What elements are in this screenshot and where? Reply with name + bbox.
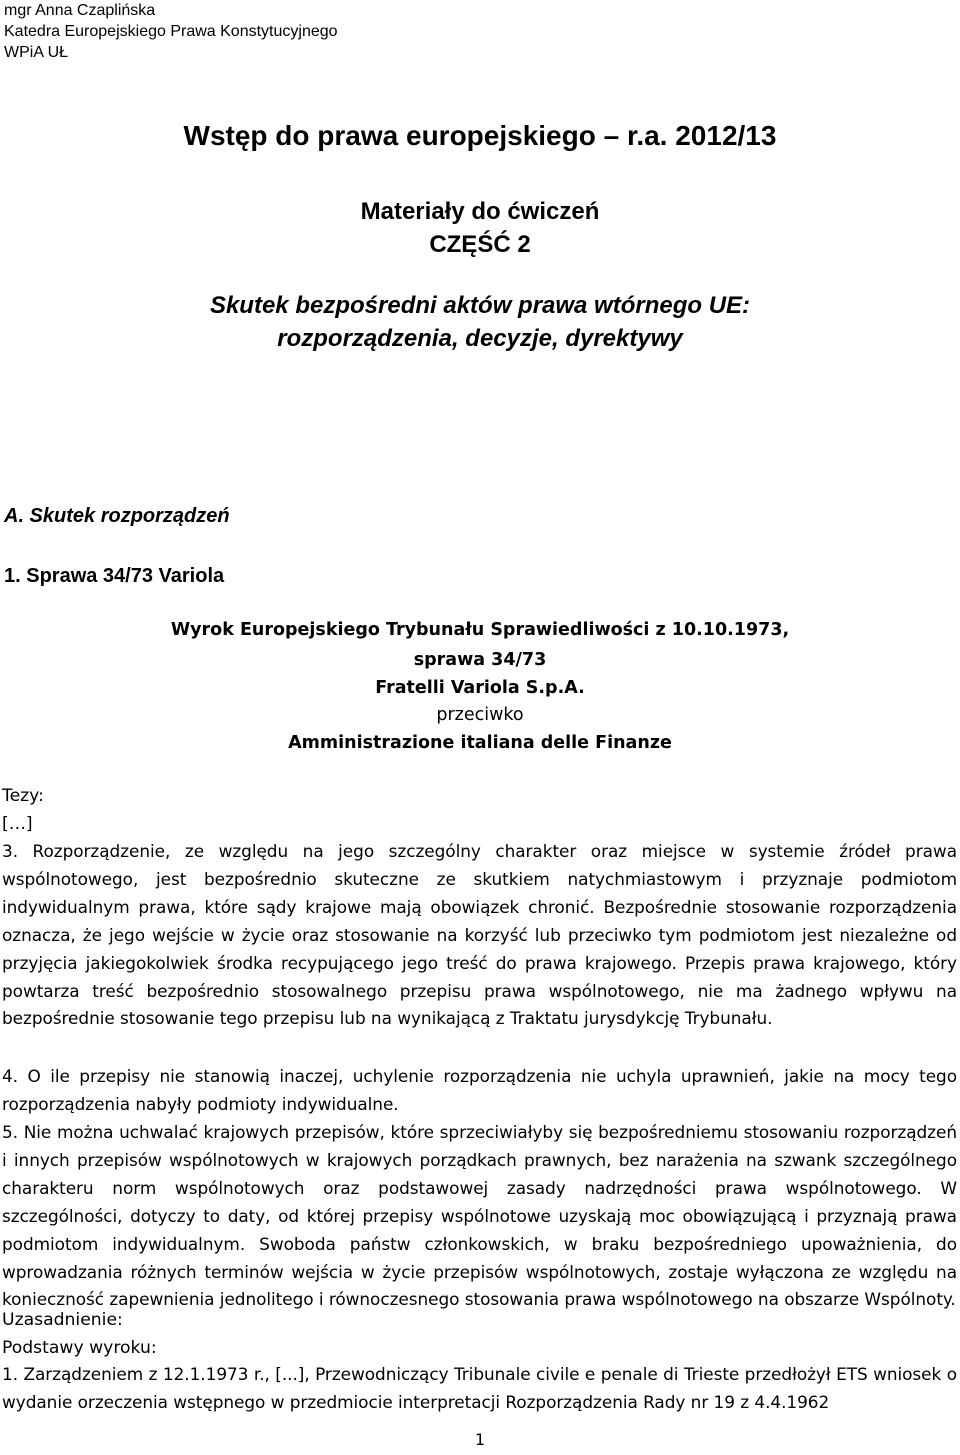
judgment-party-1: Fratelli Variola S.p.A. [375,678,585,698]
topic-line-2: rozporządzenia, decyzje, dyrektywy [277,325,683,352]
topic-line-1: Skutek bezpośredni aktów prawa wtórnego UE: [209,292,751,319]
thesis-paragraph-5: 5. Nie można uchwalać krajowych przepisów, które sprzeciwiałyby się bezpośredniemu stosowaniu rozporządzeń i innych przepisów wspólnotowych w krajowych porządkach prawnych, bez narażenia na szwank szczególnego charakteru norm wspólnotowych oraz podstawowej zasady nadrzędności prawa wspólnotowego. W szczególności, dotyczy to daty, od której przepisy wspólnotowe uzyskają moc obowiązującą i przyznają prawa podmiotom indywidualnym. Swoboda państw członkowskich, w braku bezpośredniego upoważnienia, do wprowadzania różnych terminów wejścia w życie przepisów wspólnotowych, zostaje wyłączona ze względu na konieczność zapewnienia jednolitego i równoczesnego stosowania prawa wspólnotowego na obszarze Wspólnoty. [2,1122,957,1310]
document-header [4,0,338,63]
judgment-versus: przeciwko [436,705,524,725]
subtitle-part: CZĘŚĆ 2 [429,231,531,258]
document-title: Wstęp do prawa europejskiego – r.a. 2012/13 [183,120,777,151]
reasoning-label: Uzasadnienie: [2,1310,123,1330]
grounds-label: Podstawy wyroku: [2,1338,157,1358]
author-name: mgr Anna Czaplińska [4,2,156,19]
judgment-case-number: sprawa 34/73 [413,650,547,670]
department-name: Katedra Europejskiego Prawa Konstytucyjnego [4,23,338,40]
judgment-party-2: Amministrazione italiana delle Finanze [288,733,672,753]
judgment-court-line: Wyrok Europejskiego Trybunału Sprawiedliwości z 10.10.1973, [170,620,790,640]
theses-omitted: […] [2,814,33,834]
thesis-paragraph-3: 3. Rozporządzenie, ze względu na jego szczególny charakter oraz miejsce w systemie źródeł prawa wspólnotowego, jest bezpośrednio skuteczne ze skutkiem natychmiastowym i przyznaje podmiotom indywidualnym prawa, które sądy krajowe mają obowiązek chronić. Bezpośrednie stosowanie rozporządzenia oznacza, że jego wejście w życie oraz stosowanie na korzyść lub przeciwko tym podmiotom jest niezależne od przyjęcia jakiegokolwiek środka recypującego jego treść do prawa krajowego. Przepis prawa krajowego, który powtarza treść bezpośrednio stosowalnego przepisu prawa wspólnotowego, nie ma żadnego wpływu na bezpośrednie stosowanie tego przepisu lub na wynikającą z Traktatu jurysdykcję Trybunału. [2,841,957,1029]
subtitle-materials: Materiały do ćwiczeń [360,198,600,225]
page-number: 1 [474,1430,486,1449]
case-heading: 1. Sprawa 34/73 Variola [4,565,225,587]
theses-label: Tezy: [2,786,44,806]
section-heading: A. Skutek rozporządzeń [4,505,230,527]
thesis-paragraph-4: 4. O ile przepisy nie stanowią inaczej, uchylenie rozporządzenia nie uchyla uprawnień, jakie na mocy tego rozporządzenia nabyły podmioty indywidualne. [2,1066,957,1114]
faculty-name: WPiA UŁ [4,44,69,61]
reasoning-paragraph-1: 1. Zarządzeniem z 12.1.1973 r., [...], Przewodniczący Tribunale civile e penale di Trieste przedłożył ETS wniosek o wydanie orzeczenia wstępnego w przedmiocie interpretacji Rozporządzenia Rady nr 19 z 4.4.1962 [2,1364,957,1412]
